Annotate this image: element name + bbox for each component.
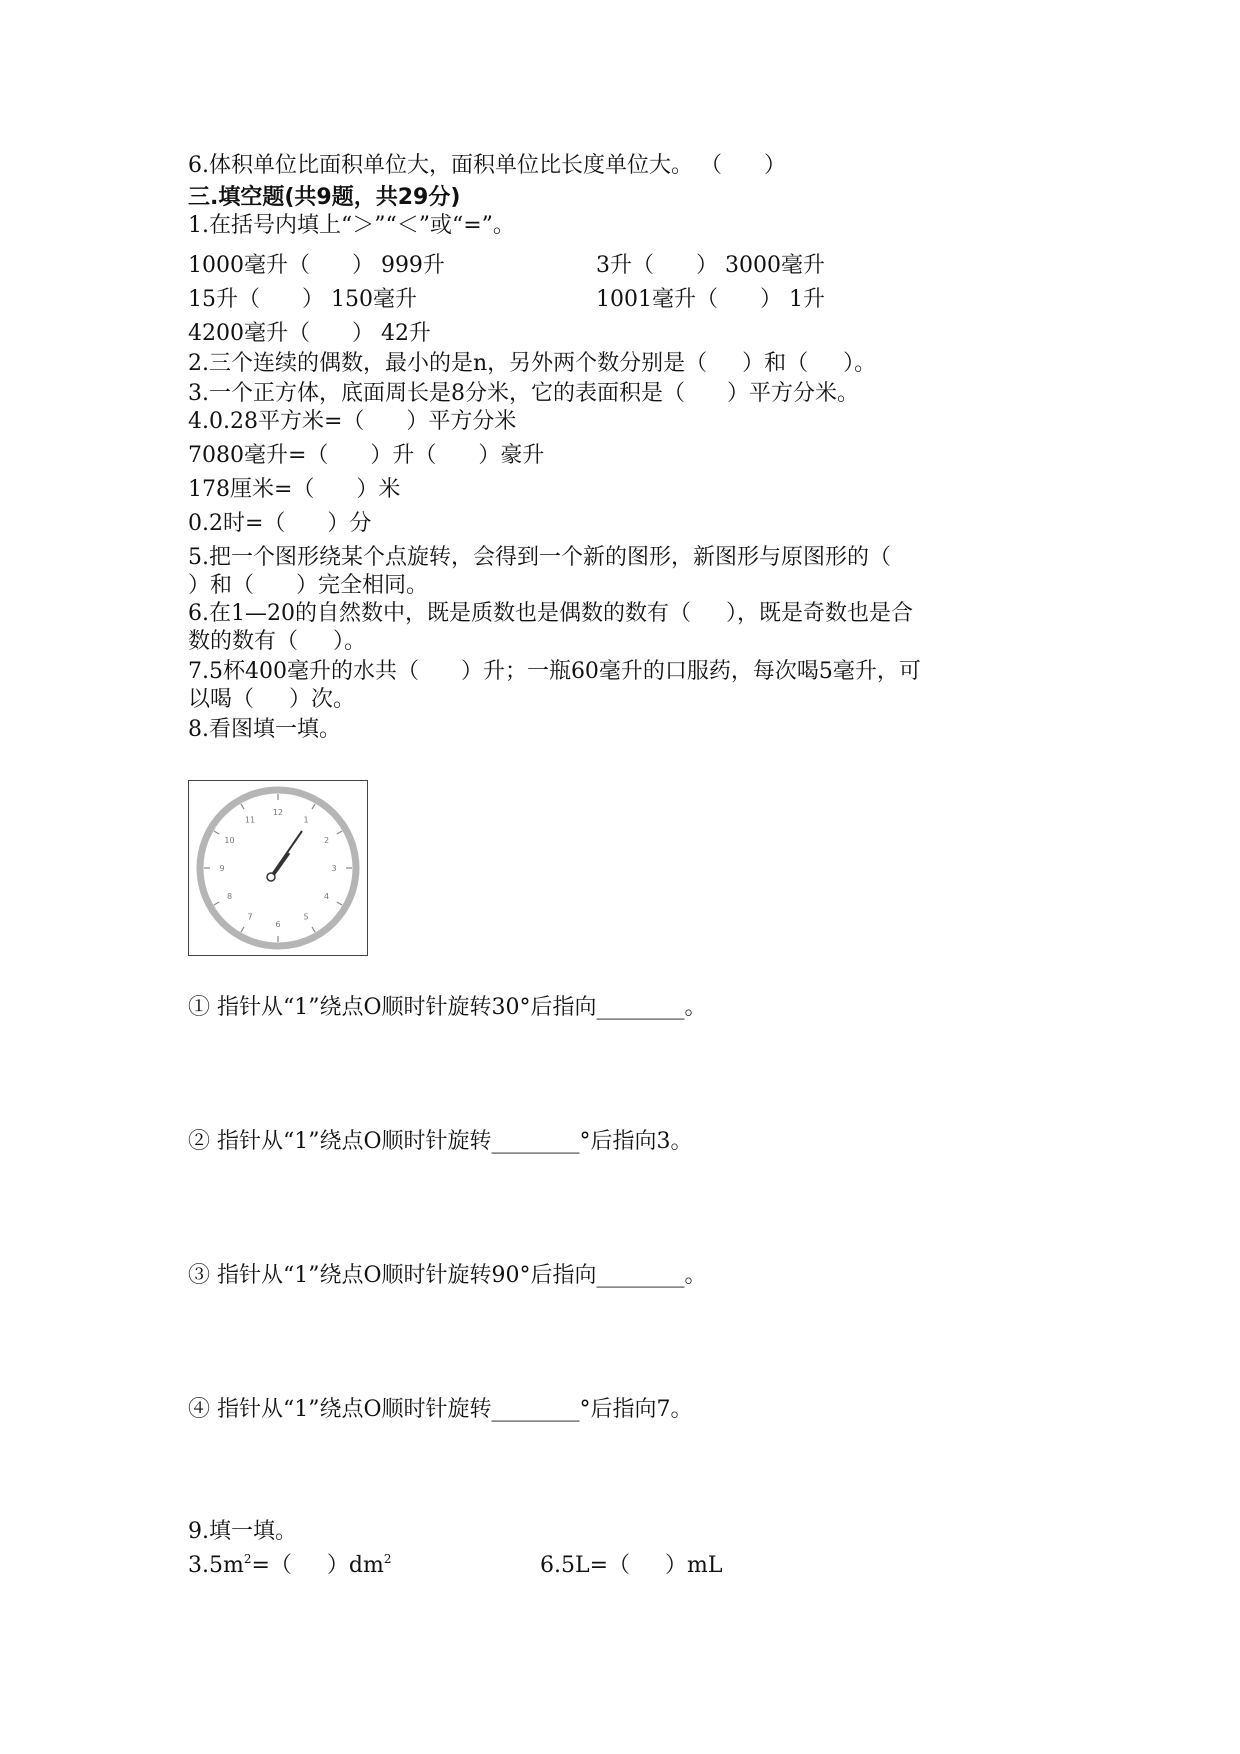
clock-face: [189, 781, 367, 955]
q1-row2-right: 1001毫升（ ） 1升: [596, 287, 825, 312]
clock-tick: [337, 831, 342, 834]
clock-tick: [214, 902, 219, 905]
q8-sub2: ② 指针从“1”绕点O顺时针旋转________°后指向3。: [188, 1129, 693, 1154]
q9-right: 6.5L=（ ）mL: [540, 1553, 723, 1578]
q8-sub4: ④ 指针从“1”绕点O顺时针旋转________°后指向7。: [188, 1397, 693, 1422]
clock-tick: [241, 804, 244, 809]
clock-tick: [241, 927, 244, 932]
q6-line1: 6.在1—20的自然数中，既是质数也是偶数的数有（ ），既是奇数也是合: [188, 601, 913, 626]
clock-hour-hand: [274, 853, 289, 874]
clock-figure: [188, 780, 368, 956]
q5-line1: 5.把一个图形绕某个点旋转，会得到一个新的图形，新图形与原图形的（: [188, 545, 891, 570]
q1-row1-left: 1000毫升（ ） 999升: [188, 253, 445, 278]
q5-line2: ）和（ ）完全相同。: [188, 573, 428, 598]
clock-number: 5: [303, 912, 309, 922]
clock-number: 9: [219, 864, 225, 873]
q7-line2: 以喝（ ）次。: [188, 687, 355, 712]
q7-line1: 7.5杯400毫升的水共（ ）升；一瓶60毫升的口服药，每次喝5毫升，可: [188, 659, 921, 684]
section-title: 三.填空题(共9题，共29分): [188, 185, 461, 210]
clock-number: 11: [244, 815, 256, 825]
clock-number: 4: [323, 892, 330, 901]
clock-tick: [214, 831, 219, 834]
q4-line-d: 0.2时=（ ）分: [188, 511, 372, 536]
q8-sub1: ① 指针从“1”绕点O顺时针旋转30°后指向________。: [188, 995, 707, 1020]
q8-sub3: ③ 指针从“1”绕点O顺时针旋转90°后指向________。: [188, 1263, 707, 1288]
q8-stem: 8.看图填一填。: [188, 717, 341, 742]
clock-number: 10: [224, 836, 235, 845]
clock-tick: [312, 804, 315, 809]
clock-number: 6: [275, 920, 281, 929]
q9-sup-2: 2: [383, 1552, 392, 1566]
q1-row1-right: 3升（ ） 3000毫升: [596, 253, 825, 278]
q4-line-b: 7080毫升=（ ）升（ ）豪升: [188, 443, 545, 468]
clock-number: 8: [226, 892, 233, 901]
q1-row3-left: 4200毫升（ ） 42升: [188, 321, 431, 346]
q1-stem: 1.在括号内填上“＞”“＜”或“=”。: [188, 213, 515, 238]
true-false-item-6: 6.体积单位比面积单位大，面积单位比长度单位大。 （ ）: [188, 153, 786, 178]
clock-number: 1: [303, 815, 309, 825]
clock-tick: [312, 927, 315, 932]
q4-line-c: 178厘米=（ ）米: [188, 477, 401, 502]
q9-sup-1: 2: [243, 1552, 252, 1566]
clock-number: 7: [247, 912, 253, 922]
clock-center-point: [267, 873, 275, 881]
q2-text: 2.三个连续的偶数，最小的是n，另外两个数分别是（ ）和（ ）。: [188, 351, 877, 376]
q9-left: [188, 1552, 392, 1580]
clock-number: 2: [323, 836, 330, 845]
q9-left-b: =（ ）dm: [251, 1553, 384, 1578]
q3-text: 3.一个正方体，底面周长是8分米，它的表面积是（ ）平方分米。: [188, 381, 859, 406]
q4-line-a: 4.0.28平方米=（ ）平方分米: [188, 409, 517, 434]
clock-number: 3: [331, 864, 337, 873]
q6-line2: 数的数有（ ）。: [188, 629, 366, 654]
clock-tick: [337, 902, 342, 905]
q1-row2-left: 15升（ ） 150毫升: [188, 287, 417, 312]
q9-left-a: 3.5m: [188, 1553, 244, 1578]
q9-stem: 9.填一填。: [188, 1519, 297, 1544]
clock-number: 12: [272, 808, 284, 817]
